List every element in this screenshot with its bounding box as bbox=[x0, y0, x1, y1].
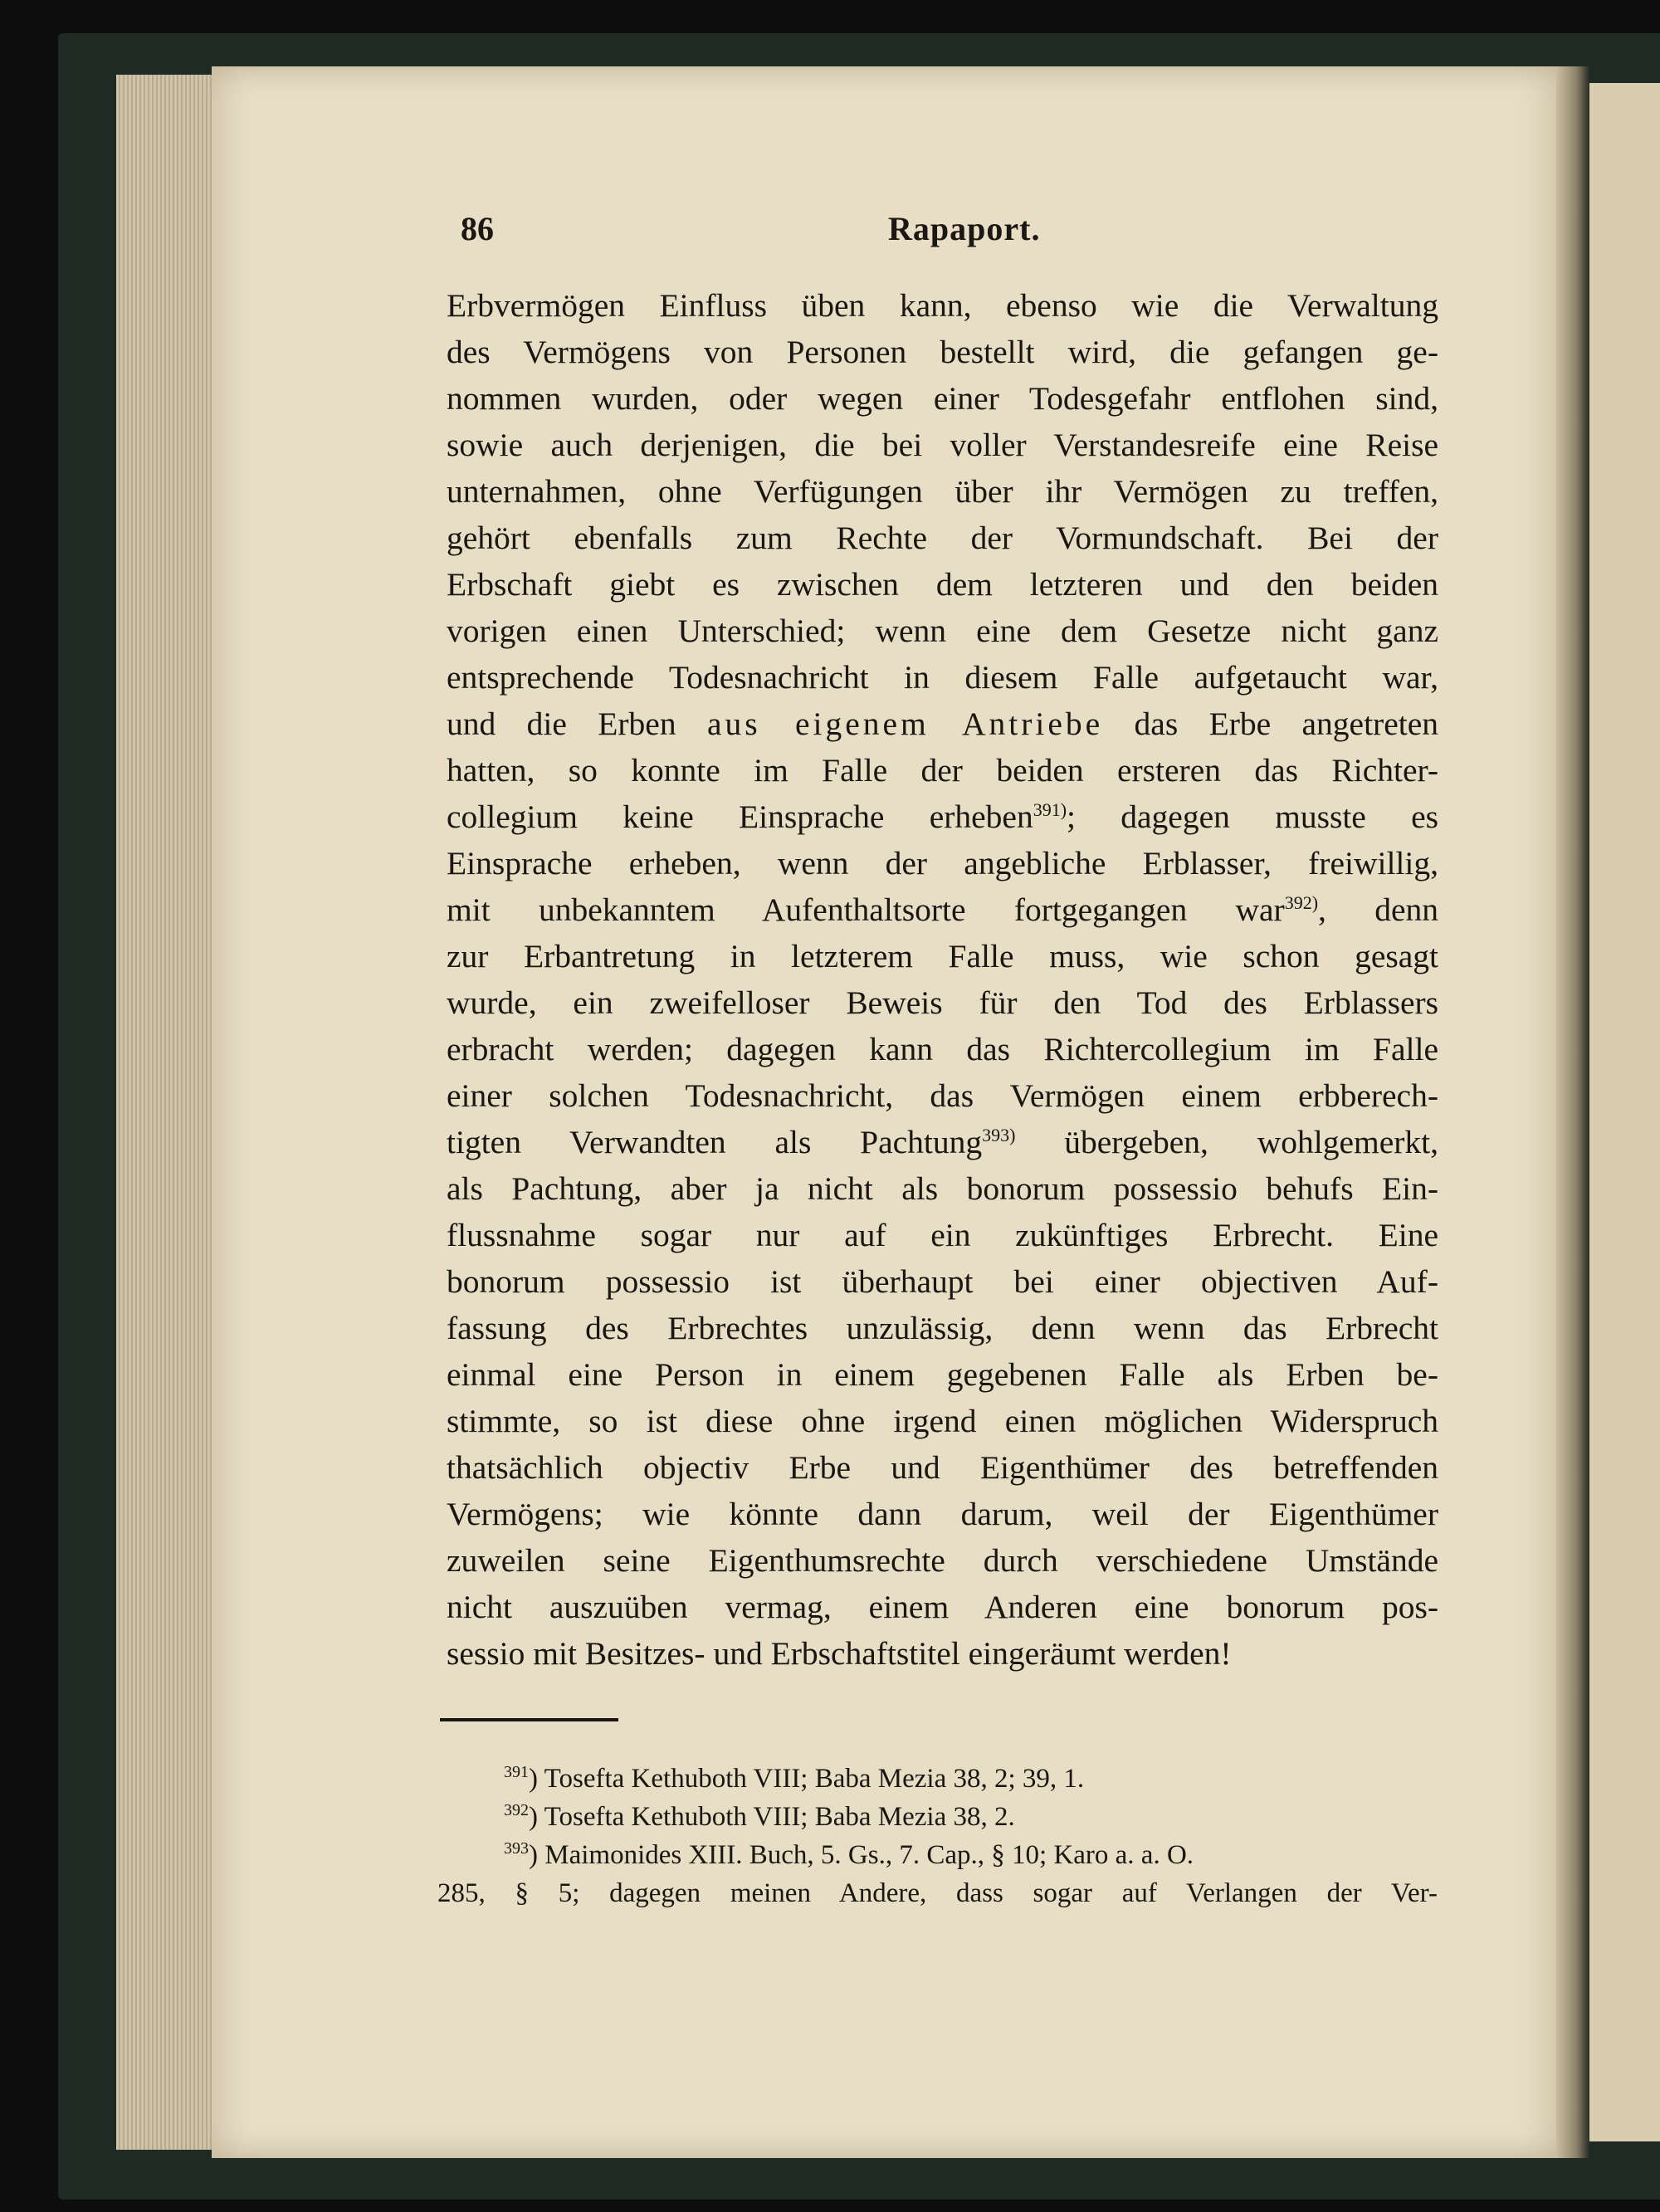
text-line: flussnahme sogar nur auf ein zukünftiges Erbrecht. Eine bbox=[447, 1217, 1438, 1253]
text-segment: und die Erben bbox=[447, 706, 676, 742]
text-segment: ; dagegen musste es bbox=[1067, 798, 1438, 835]
footnote-text: ) Maimonides XIII. Buch, 5. Gs., 7. Cap., § 10; Karo a. a. O. bbox=[529, 1840, 1194, 1870]
text-line: zur Erbantretung in letzterem Falle muss, wie schon gesagt bbox=[447, 938, 1438, 974]
text-segment: übergeben, wohlgemerkt, bbox=[1064, 1124, 1439, 1160]
text-line: als Pachtung, aber ja nicht als bonorum possessio behufs Ein- bbox=[447, 1170, 1438, 1207]
footnotes bbox=[437, 1760, 1438, 1912]
text-line: gehört ebenfalls zum Rechte der Vormundschaft. Bei der bbox=[447, 520, 1438, 556]
text-line: sowie auch derjenigen, die bei voller Verstandesreife eine Reise bbox=[447, 427, 1438, 463]
running-head: Rapaport. bbox=[888, 210, 1041, 247]
text-line: Vermögens; wie könnte dann darum, weil der Eigenthümer bbox=[447, 1496, 1438, 1532]
text-line: nicht auszuüben vermag, einem Anderen eine bonorum pos- bbox=[447, 1589, 1438, 1625]
text-segment: mit unbekanntem Aufenthaltsorte fortgegangen war bbox=[447, 891, 1285, 928]
text-line: entsprechende Todesnachricht in diesem Falle aufgetaucht war, bbox=[447, 659, 1438, 696]
text-segment: das Erbe angetreten bbox=[1134, 706, 1438, 742]
text-line: Erbvermögen Einfluss üben kann, ebenso wie die Verwaltung bbox=[447, 287, 1438, 324]
footnote-ref: 392) bbox=[1284, 891, 1319, 913]
facing-page-edge bbox=[1589, 83, 1660, 2141]
page-header bbox=[461, 209, 1432, 259]
text-line: stimmte, so ist diese ohne irgend einen möglichen Widerspruch bbox=[447, 1403, 1438, 1439]
text-line bbox=[447, 886, 1438, 933]
text-segment: collegium keine Einsprache erheben bbox=[447, 798, 1033, 835]
text-line: vorigen einen Unterschied; wenn eine dem Gesetze nicht ganz bbox=[447, 613, 1438, 649]
book-gutter bbox=[1556, 66, 1589, 2158]
footnote-text: ) Tosefta Kethuboth VIII; Baba Mezia 38, 2; 39, 1. bbox=[529, 1764, 1085, 1794]
footnote-ref: 393) bbox=[982, 1124, 1016, 1145]
text-line: des Vermögens von Personen bestellt wird, die gefangen ge- bbox=[447, 334, 1438, 370]
text-line: Erbschaft giebt es zwischen dem letzteren und den beiden bbox=[447, 566, 1438, 603]
footnote-mark: 391 bbox=[504, 1763, 529, 1781]
spaced-emphasis: aus eigenem Antriebe bbox=[706, 706, 1104, 742]
text-line bbox=[447, 793, 1438, 840]
text-segment: , denn bbox=[1318, 891, 1438, 928]
text-line: Einsprache erheben, wenn der angebliche Erblasser, freiwillig, bbox=[447, 845, 1438, 881]
footnote-mark: 392 bbox=[504, 1801, 529, 1819]
text-line: nommen wurden, oder wegen einer Todesgefahr entflohen sind, bbox=[447, 380, 1438, 417]
text-line: erbracht werden; dagegen kann das Richtercollegium im Falle bbox=[447, 1031, 1438, 1067]
footnote-mark: 393 bbox=[504, 1839, 529, 1858]
text-segment: tigten Verwandten als Pachtung bbox=[447, 1124, 983, 1160]
footnote bbox=[437, 1760, 1438, 1798]
text-line: bonorum possessio ist überhaupt bei einer objectiven Auf- bbox=[447, 1263, 1438, 1300]
text-line bbox=[447, 1119, 1438, 1165]
text-line: wurde, ein zweifelloser Beweis für den Tod des Erblassers bbox=[447, 984, 1438, 1021]
footnote-ref: 391) bbox=[1033, 798, 1067, 820]
text-line: einer solchen Todesnachricht, das Vermögen einem erbberech- bbox=[447, 1077, 1438, 1114]
text-line: zuweilen seine Eigenthumsrechte durch verschiedene Umstände bbox=[447, 1542, 1438, 1579]
text-line: fassung des Erbrechtes unzulässig, denn wenn das Erbrecht bbox=[447, 1310, 1438, 1346]
text-line: thatsächlich objectiv Erbe und Eigenthümer des betreffenden bbox=[447, 1449, 1438, 1486]
footnote-continuation: 285, § 5; dagegen meinen Andere, dass sogar auf Verlangen der Ver- bbox=[437, 1878, 1438, 1908]
footnote bbox=[437, 1836, 1438, 1874]
text-line: unternahmen, ohne Verfügungen über ihr Vermögen zu treffen, bbox=[447, 473, 1438, 510]
footnote bbox=[437, 1798, 1438, 1836]
text-line: einmal eine Person in einem gegebenen Falle als Erben be- bbox=[447, 1356, 1438, 1393]
text-line: sessio mit Besitzes- und Erbschaftstitel eingeräumt werden! bbox=[447, 1635, 1232, 1672]
page-number: 86 bbox=[461, 210, 494, 247]
text-line: hatten, so konnte im Falle der beiden ersteren das Richter- bbox=[447, 752, 1438, 789]
footnote-text: ) Tosefta Kethuboth VIII; Baba Mezia 38, 2. bbox=[529, 1802, 1015, 1832]
footnote-divider bbox=[440, 1718, 618, 1721]
text-line bbox=[447, 701, 1438, 747]
body-text bbox=[447, 282, 1438, 1677]
